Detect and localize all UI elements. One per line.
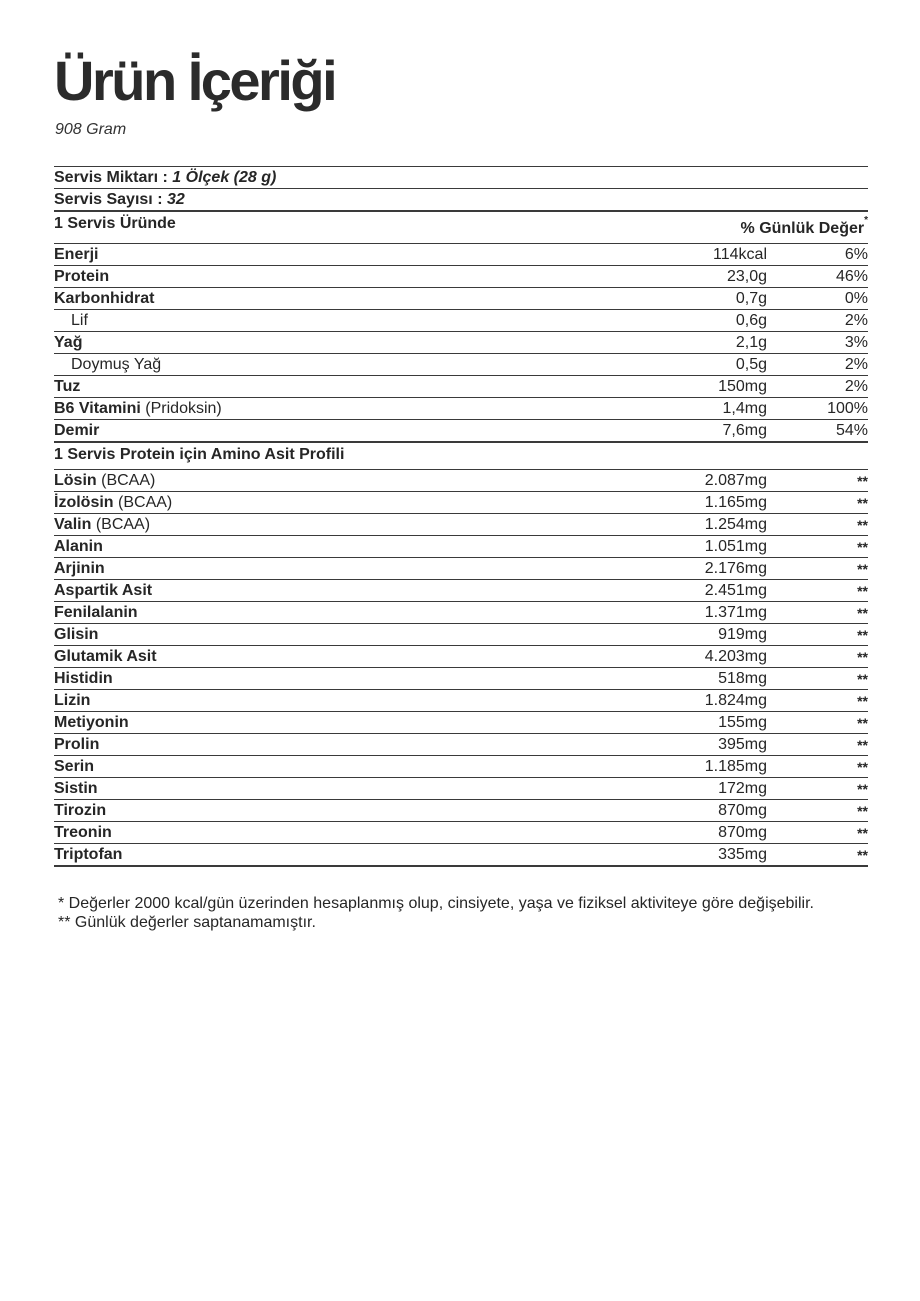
row-name: Lösin <box>54 472 97 489</box>
row-name: Triptofan <box>54 846 123 863</box>
nutrient-row <box>54 244 868 266</box>
row-name: B6 Vitamini <box>54 400 141 417</box>
row-amount: 0,7g <box>735 290 767 307</box>
nutrient-row <box>54 310 868 332</box>
amino-acid-row <box>54 492 868 514</box>
row-amount: 1.254mg <box>704 516 767 533</box>
row-name-note: (BCAA) <box>118 494 173 511</box>
row-daily-value: 46% <box>835 268 868 285</box>
row-name: Tirozin <box>54 802 107 819</box>
serving-size-row <box>54 167 868 189</box>
row-amount: 2,1g <box>735 334 767 351</box>
row-amount: 518mg <box>718 670 767 687</box>
amino-header <box>54 443 868 470</box>
row-daily-value: ** <box>857 671 868 687</box>
per-serving-label: 1 Servis Üründe <box>54 215 176 232</box>
nutrient-row <box>54 354 868 376</box>
row-amount: 1.051mg <box>704 538 767 555</box>
row-name: Metiyonin <box>54 714 129 731</box>
row-daily-value: 100% <box>827 400 868 417</box>
row-name: Tuz <box>54 378 81 395</box>
row-name-note: (BCAA) <box>101 472 156 489</box>
row-amount: 155mg <box>718 714 767 731</box>
footnote-2: ** Günlük değerler saptanamamıştır. <box>58 914 316 931</box>
amino-acid-row <box>54 800 868 822</box>
row-amount: 172mg <box>718 780 767 797</box>
row-amount: 7,6mg <box>722 422 767 439</box>
serving-size-label: Servis Miktarı : <box>54 169 168 186</box>
nutrition-table <box>54 166 868 867</box>
serving-size-value: 1 Ölçek (28 g) <box>172 169 277 186</box>
row-daily-value: 3% <box>844 334 868 351</box>
product-weight: 908 Gram <box>55 121 127 138</box>
row-name: Valin <box>54 516 92 533</box>
row-amount: 23,0g <box>726 268 767 285</box>
row-daily-value: ** <box>857 561 868 577</box>
nutrient-row <box>54 266 868 288</box>
row-name: Alanin <box>54 538 103 555</box>
row-daily-value: ** <box>857 825 868 841</box>
row-amount: 0,5g <box>735 356 767 373</box>
row-name: Fenilalanin <box>54 604 138 621</box>
row-daily-value: ** <box>857 517 868 533</box>
amino-acid-row <box>54 712 868 734</box>
row-name: Karbonhidrat <box>54 290 155 307</box>
amino-acid-row <box>54 514 868 536</box>
amino-acid-row <box>54 690 868 712</box>
row-amount: 870mg <box>718 802 767 819</box>
row-name: Sistin <box>54 780 98 797</box>
row-amount: 4.203mg <box>704 648 767 665</box>
row-daily-value: ** <box>857 627 868 643</box>
nutrient-row <box>54 288 868 310</box>
per-serving-header <box>54 212 868 244</box>
amino-acid-row <box>54 536 868 558</box>
page-title: Ürün İçeriği <box>54 49 336 112</box>
row-amount: 395mg <box>718 736 767 753</box>
row-name: Lizin <box>54 692 91 709</box>
row-amount: 150mg <box>718 378 767 395</box>
row-name: Protein <box>54 268 110 285</box>
row-daily-value: ** <box>857 495 868 511</box>
amino-acid-row <box>54 844 868 867</box>
amino-acid-row <box>54 602 868 624</box>
row-amount: 0,6g <box>735 312 767 329</box>
row-name: Yağ <box>54 334 83 351</box>
row-name: Demir <box>54 422 100 439</box>
nutrients-list <box>54 244 868 443</box>
row-daily-value: 2% <box>844 356 868 373</box>
amino-acids-list <box>54 470 868 867</box>
footnotes <box>58 894 814 932</box>
row-name: Enerji <box>54 246 99 263</box>
row-amount: 2.176mg <box>704 560 767 577</box>
amino-acid-row <box>54 470 868 492</box>
row-daily-value: ** <box>857 605 868 621</box>
row-name-note: (Pridoksin) <box>145 400 222 417</box>
row-daily-value: ** <box>857 803 868 819</box>
nutrient-row <box>54 376 868 398</box>
row-daily-value: ** <box>857 583 868 599</box>
amino-acid-row <box>54 822 868 844</box>
row-amount: 1.371mg <box>704 604 767 621</box>
row-daily-value: ** <box>857 693 868 709</box>
row-daily-value: 0% <box>844 290 868 307</box>
row-amount: 1.824mg <box>704 692 767 709</box>
row-name: Lif <box>71 312 88 329</box>
row-daily-value: ** <box>857 649 868 665</box>
row-amount: 870mg <box>718 824 767 841</box>
daily-value-footnote-mark: * <box>864 214 868 226</box>
row-daily-value: 6% <box>844 246 868 263</box>
row-amount: 1.185mg <box>704 758 767 775</box>
row-amount: 335mg <box>718 846 767 863</box>
row-name: İzolösin <box>54 494 114 511</box>
row-amount: 2.451mg <box>704 582 767 599</box>
row-name: Serin <box>54 758 95 775</box>
servings-label: Servis Sayısı : <box>54 191 163 208</box>
nutrient-row <box>54 398 868 420</box>
row-name: Histidin <box>54 670 113 687</box>
row-name: Aspartik Asit <box>54 582 153 599</box>
row-daily-value: ** <box>857 715 868 731</box>
row-name: Glutamik Asit <box>54 648 157 665</box>
amino-acid-row <box>54 778 868 800</box>
row-amount: 1.165mg <box>704 494 767 511</box>
amino-acid-row <box>54 646 868 668</box>
row-name: Prolin <box>54 736 100 753</box>
row-name-note: (BCAA) <box>95 516 151 533</box>
row-daily-value: ** <box>857 759 868 775</box>
amino-acid-row <box>54 624 868 646</box>
row-daily-value: 54% <box>835 422 868 439</box>
row-amount: 114kcal <box>713 246 767 263</box>
row-name: Glisin <box>54 626 99 643</box>
amino-acid-row <box>54 580 868 602</box>
servings-value: 32 <box>166 191 185 208</box>
row-amount: 2.087mg <box>704 472 767 489</box>
row-daily-value: ** <box>857 781 868 797</box>
row-daily-value: 2% <box>844 378 868 395</box>
footnote-1: * Değerler 2000 kcal/gün üzerinden hesaplanmış olup, cinsiyete, yaşa ve fiziksel aktiviteye göre değişebilir. <box>58 895 814 912</box>
row-daily-value: ** <box>857 847 868 863</box>
amino-acid-row <box>54 558 868 580</box>
amino-acid-row <box>54 668 868 690</box>
amino-acid-row <box>54 734 868 756</box>
amino-header-label: 1 Servis Protein için Amino Asit Profili <box>54 446 345 463</box>
row-name: Treonin <box>54 824 112 841</box>
row-amount: 919mg <box>718 626 767 643</box>
nutrient-row <box>54 420 868 443</box>
row-daily-value: ** <box>857 737 868 753</box>
row-name: Doymuş Yağ <box>71 356 162 373</box>
row-name: Arjinin <box>54 560 105 577</box>
servings-row <box>54 189 868 212</box>
row-amount: 1,4mg <box>722 400 767 417</box>
amino-acid-row <box>54 756 868 778</box>
nutrient-row <box>54 332 868 354</box>
row-daily-value: 2% <box>844 312 868 329</box>
row-daily-value: ** <box>857 539 868 555</box>
row-daily-value: ** <box>857 473 868 489</box>
daily-value-header: % Günlük Değer <box>740 220 865 237</box>
